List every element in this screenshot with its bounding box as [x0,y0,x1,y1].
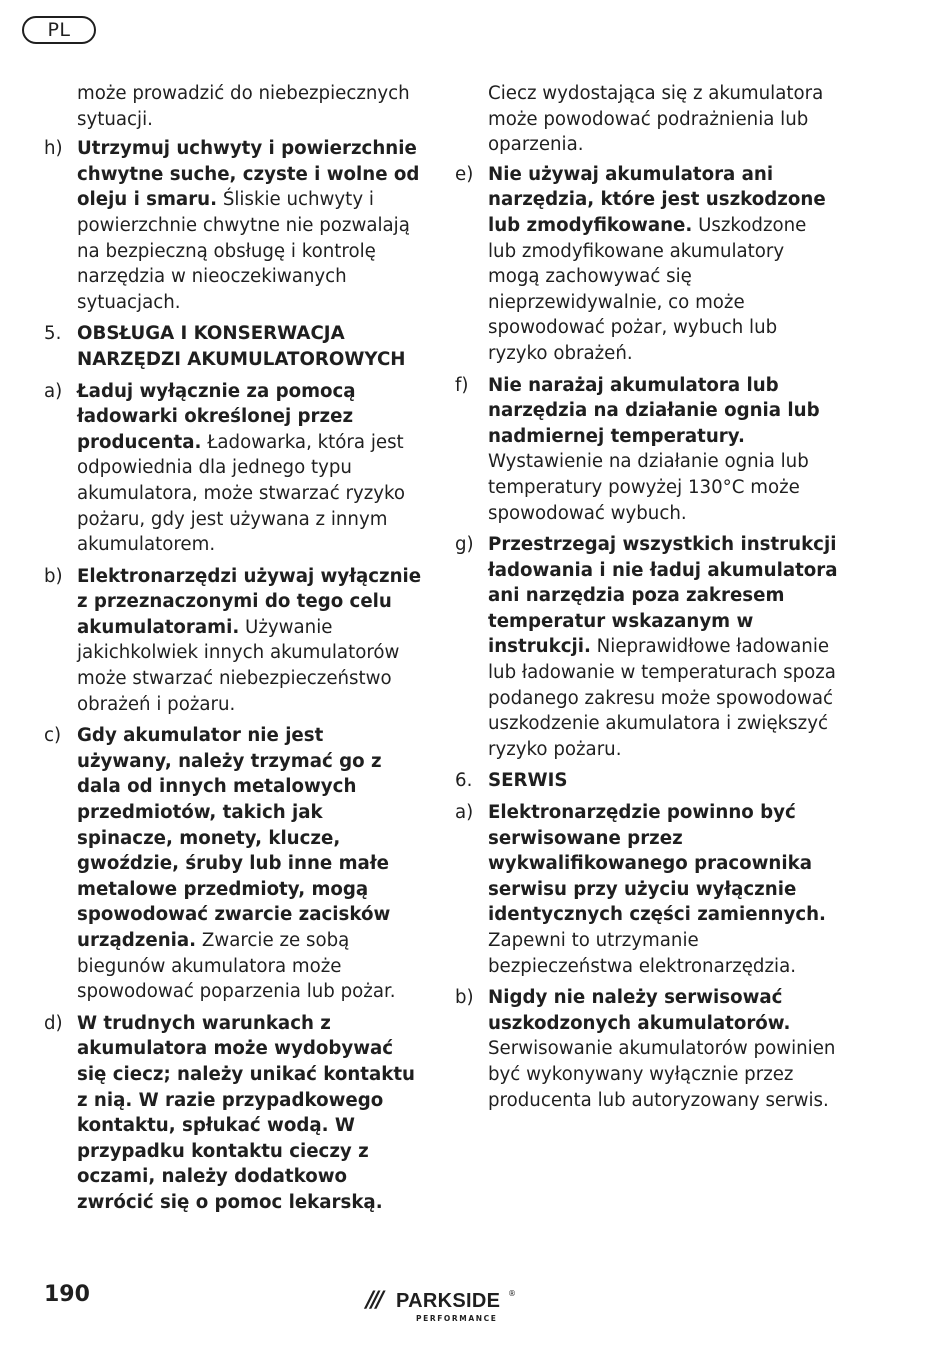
logo-slashes-icon: /// [366,1288,382,1313]
item-bold-text: Nie używaj akumulatora ani narzędzia, które jest uszkodzone lub zmodyfikowane. [488,163,826,236]
item-bold-text: Nie narażaj akumulatora lub narzędzia na działanie ognia lub nadmiernej temperatury. [488,374,820,447]
item-bold-text: Nigdy nie należy serwisować uszkodzonych akumulatorów. [488,987,791,1034]
item-marker: e) [455,163,474,185]
item-marker: g) [455,534,474,556]
item-text: Używanie jakichkolwiek innych akumulatorów może stwarzać niebezpieczeństwo obrażeń i pożaru. [77,616,400,715]
item-bold-text: Elektronarzędzi używaj wyłącznie z przeznaczonymi do tego celu akumulatorami. [77,565,422,638]
logo-registered-mark: ® [508,1289,516,1298]
section-title: SERWIS [488,770,568,792]
item-marker: f) [455,374,469,396]
service-item-b [455,985,840,1113]
section-heading-5 [44,321,424,372]
item-marker: a) [455,802,474,824]
safety-item-h [44,136,424,315]
right-column [455,81,840,1119]
item-text: Zwarcie ze sobą biegunów akumulatora może spowodować poparzenia lub pożar. [77,930,396,1003]
item-marker: b) [44,565,63,587]
item-bold-text: Elektronarzędzie powinno być serwisowane przez wykwalifikowanego pracownika serwisu przy użyciu wyłącznie identycznych części zamiennych. [488,802,826,926]
item-bold-text: Utrzymuj uchwyty i powierzchnie chwytne suche, czyste i wolne od oleju i smaru. [77,138,420,211]
safety-item-g [455,532,840,762]
item-bold-text: Gdy akumulator nie jest używany, należy trzymać go z dala od innych metalowych przedmiotów, takich jak spinacze, monety, klucze, gwoździe, śruby lub inne małe metalowe przedmioty, mogą spowodować zwarcie zacisków urządzenia. [77,725,391,951]
item-bold-text: W trudnych warunkach z akumulatora może wydobywać się ciecz; należy unikać kontaktu z nią. W razie przypadkowego kontaktu, spłukać wodą. W przypadku kontaktu cieczy z oczami, należy dodatkowo zwrócić się o pomoc lekarską. [77,1012,415,1213]
section-number: 5. [44,323,62,345]
item-marker: b) [455,987,474,1009]
item-marker: a) [44,380,63,402]
item-marker: d) [44,1012,63,1034]
section-heading-6 [455,768,840,794]
safety-item-a [44,379,424,558]
left-column [44,81,424,1222]
page-number: 190 [44,1282,90,1307]
section-title: OBSŁUGA I KONSERWACJA NARZĘDZI AKUMULATOROWYCH [77,323,406,370]
item-marker: h) [44,138,63,160]
logo-subtitle: PERFORMANCE [416,1314,498,1323]
item-text: Zapewni to utrzymanie bezpieczeństwa elektronarzędzia. [488,930,796,977]
item-marker: c) [44,725,62,747]
item-bold-text: Ładuj wyłącznie za pomocą ładowarki określonej przez producenta. [77,380,356,453]
safety-item-e [455,162,840,367]
safety-item-f [455,373,840,527]
parkside-logo [366,1288,526,1328]
item-text: Śliskie uchwyty i powierzchnie chwytne nie pozwalają na bezpieczną obsługę i kontrolę narzędzia w nieoczekiwanych sytuacjach. [77,189,410,313]
service-item-a [455,800,840,979]
continued-paragraph: może prowadzić do niebezpiecznych sytuacji. [77,83,410,130]
logo-brand: PARKSIDE [396,1290,501,1312]
item-text: Serwisowanie akumulatorów powinien być wykonywany wyłącznie przez producenta lub autoryzowany serwis. [488,1038,836,1111]
item-text: Ładowarka, która jest odpowiednia dla jednego typu akumulatora, może stwarzać ryzyko pożaru, gdy jest używana z innym akumulatorem. [77,431,406,556]
item-bold-text: Przestrzegaj wszystkich instrukcji ładowania i nie ładuj akumulatora ani narzędzia poza zakresem temperatur wskazanym w instrukcji. [488,534,838,658]
safety-item-c [44,723,424,1005]
safety-item-b [44,564,424,718]
safety-item-d [44,1011,424,1216]
continued-paragraph: Ciecz wydostająca się z akumulatora może powodować podrażnienia lub oparzenia. [488,83,824,156]
language-badge: PL [22,16,96,44]
section-number: 6. [455,770,473,792]
item-text: Nieprawidłowe ładowanie lub ładowanie w temperaturach spoza podanego zakresu może spowodować uszkodzenie akumulatora i zwiększyć ryzyko pożaru. [488,636,836,760]
item-text: Uszkodzone lub zmodyfikowane akumulatory mogą zachowywać się nieprzewidywalnie, co może spowodować pożar, wybuch lub ryzyko obrażeń. [488,214,807,364]
item-text: Wystawienie na działanie ognia lub temperatury powyżej 130°C może spowodować wybuch. [488,451,809,524]
